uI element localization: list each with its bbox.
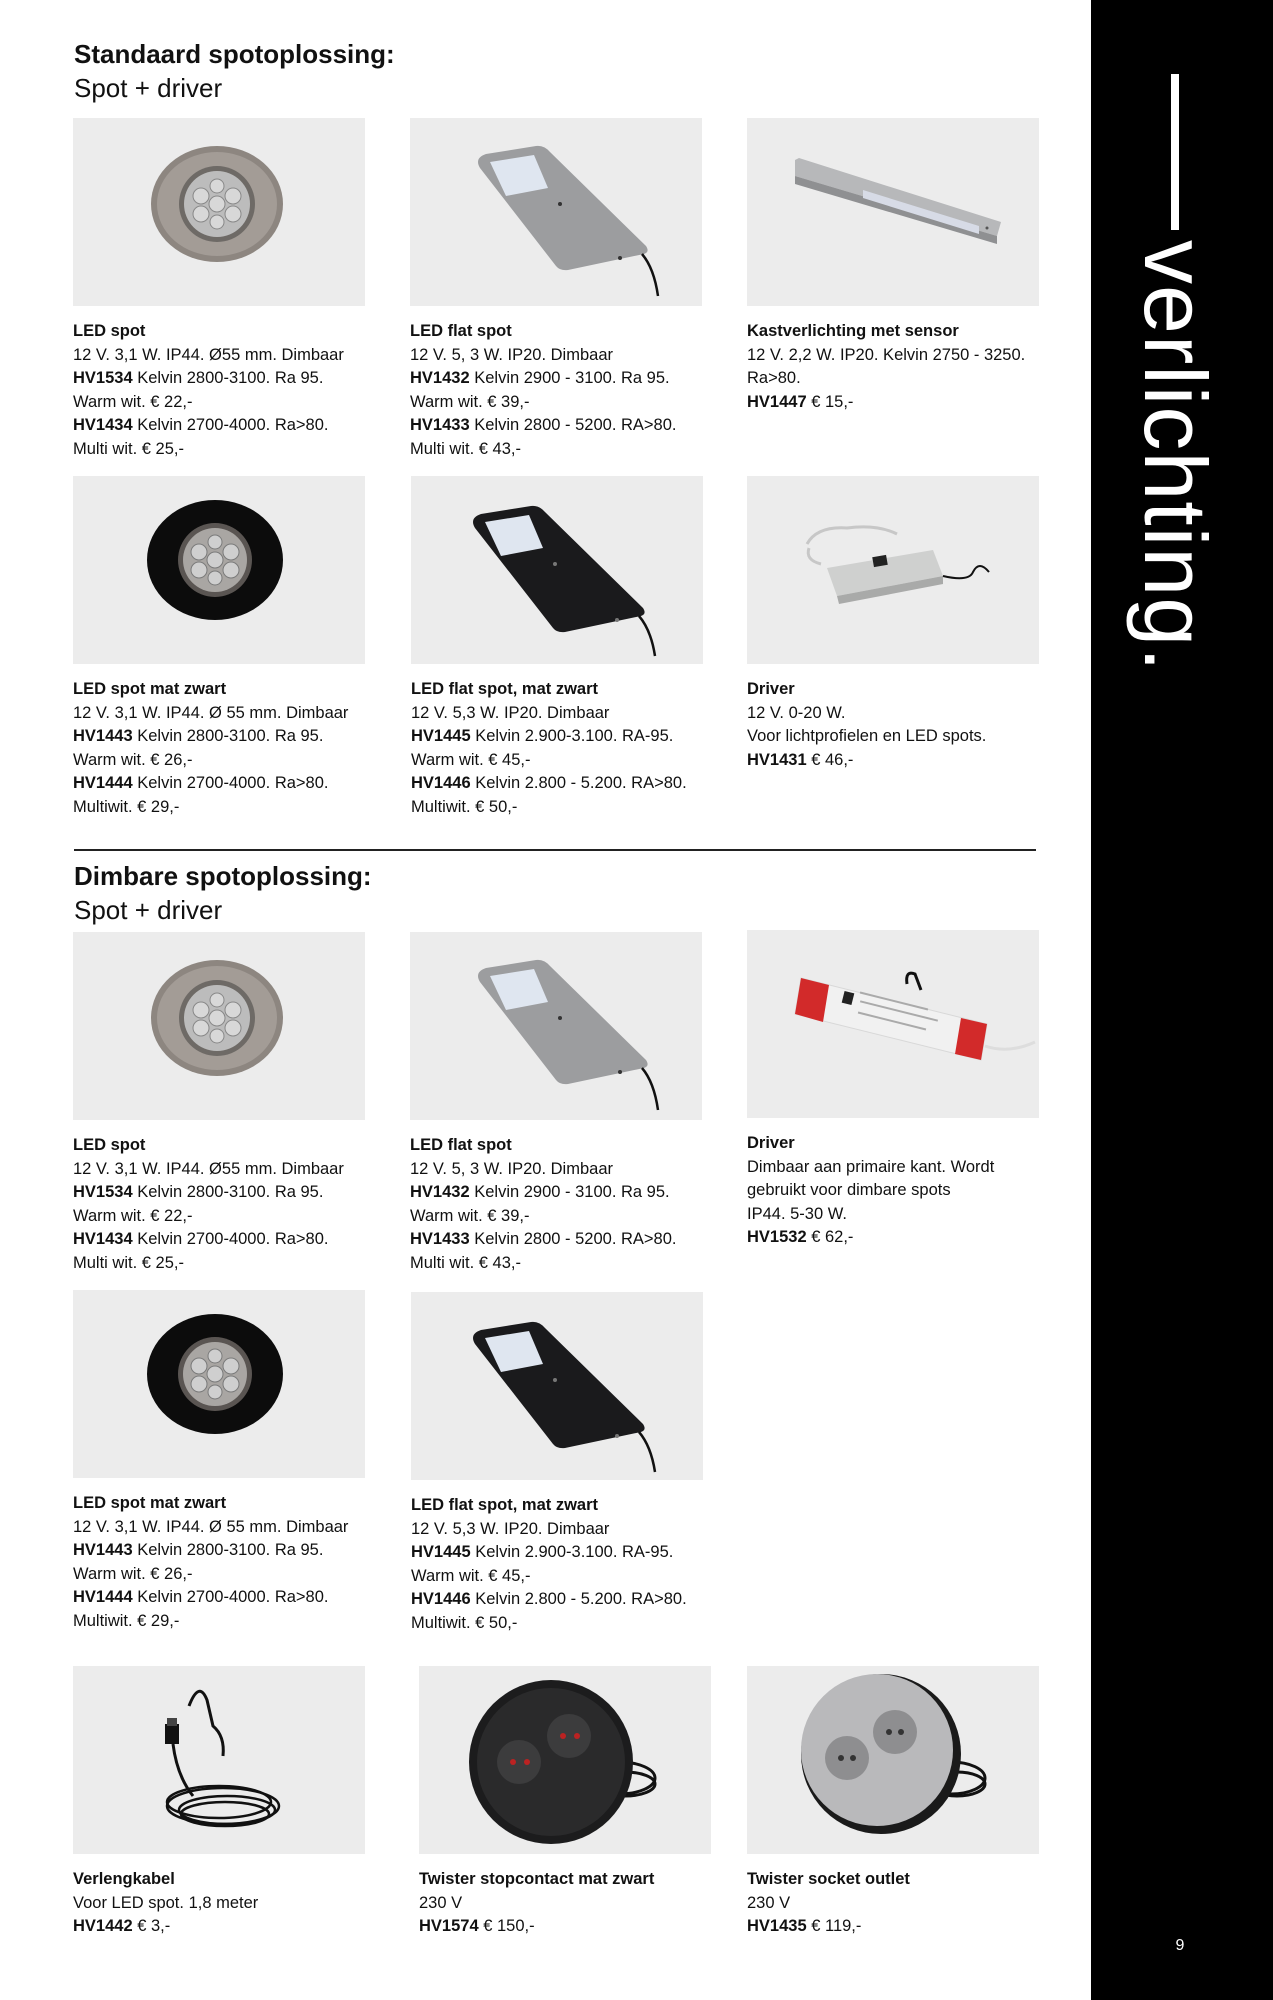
recessed-spot-silver-icon xyxy=(73,118,365,306)
product-spec: 12 V. 0-20 W. xyxy=(747,703,846,722)
product-spec: 12 V. 3,1 W. IP44. Ø55 mm. Dimbaar xyxy=(73,1159,344,1178)
recessed-spot-black-icon xyxy=(73,1290,365,1478)
product-card-led-spot-mat-zwart-dim xyxy=(73,1290,365,1633)
dimmable-driver-icon xyxy=(747,930,1039,1118)
product-code: HV1534 xyxy=(73,369,133,387)
product-name: Twister socket outlet xyxy=(747,1870,910,1888)
product-code: HV1432 xyxy=(410,1183,470,1201)
product-spec: Ra>80. xyxy=(747,369,801,387)
product-name: Twister stopcontact mat zwart xyxy=(419,1870,655,1888)
product-code: HV1574 xyxy=(419,1917,479,1935)
product-price: € 46,- xyxy=(806,750,854,769)
product-price: Multi wit. € 25,- xyxy=(73,439,184,458)
product-spec: Voor lichtprofielen en LED spots. xyxy=(747,727,987,745)
sidebar-title: verlichting. xyxy=(1126,240,1225,673)
recessed-spot-black-icon xyxy=(73,476,365,664)
product-photo-led-flat-spot-mat-zwart xyxy=(411,1292,703,1480)
product-desc-led-spot xyxy=(73,320,365,461)
section-title-main: Dimbare spotoplossing: xyxy=(74,861,372,891)
section-divider xyxy=(74,849,1036,851)
recessed-spot-silver-icon xyxy=(73,932,365,1120)
product-price: Multiwit. € 50,- xyxy=(411,797,518,816)
product-spec: Kelvin 2700-4000. Ra>80. xyxy=(132,1230,329,1248)
product-spec: 12 V. 3,1 W. IP44. Ø55 mm. Dimbaar xyxy=(73,345,344,364)
product-spec: Kelvin 2800 - 5200. RA>80. xyxy=(469,416,677,434)
product-code: HV1434 xyxy=(73,1230,133,1248)
product-desc-kastverlichting xyxy=(747,320,1039,414)
product-spec: Kelvin 2900 - 3100. Ra 95. xyxy=(469,369,670,387)
product-price: € 119,- xyxy=(806,1917,862,1935)
product-spec: Kelvin 2900 - 3100. Ra 95. xyxy=(469,1183,670,1201)
product-desc-driver-dim xyxy=(747,1132,1039,1250)
product-code: HV1431 xyxy=(747,750,807,769)
flat-spot-silver-icon xyxy=(410,118,702,306)
product-price: Multiwit. € 29,- xyxy=(73,797,180,816)
section-title-dimbaar xyxy=(74,859,372,927)
product-spec: 12 V. 5, 3 W. IP20. Dimbaar xyxy=(410,1159,613,1178)
product-name: LED spot mat zwart xyxy=(73,1494,227,1512)
product-name: LED spot mat zwart xyxy=(73,680,227,698)
product-card-twister-outlet xyxy=(747,1666,1039,1939)
product-price: € 150,- xyxy=(478,1917,535,1935)
product-name: Driver xyxy=(747,680,795,698)
product-card-twister-zwart xyxy=(419,1666,711,1939)
product-desc-twister-zwart xyxy=(419,1868,711,1939)
product-code: HV1444 xyxy=(73,1588,133,1606)
product-photo-led-spot-mat-zwart xyxy=(73,476,365,664)
product-desc-driver xyxy=(747,678,1039,772)
product-spec: Kelvin 2800-3100. Ra 95. xyxy=(132,1541,324,1559)
product-spec: Dimbaar aan primaire kant. Wordt xyxy=(747,1157,995,1176)
product-name: LED flat spot xyxy=(410,1136,512,1154)
product-photo-driver xyxy=(747,476,1039,664)
product-code: HV1433 xyxy=(410,416,470,434)
product-code: HV1447 xyxy=(747,392,807,411)
product-code: HV1446 xyxy=(411,1590,471,1608)
product-card-led-spot-mat-zwart xyxy=(73,476,365,819)
product-name: Kastverlichting met sensor xyxy=(747,322,959,340)
product-spec: Kelvin 2800 - 5200. RA>80. xyxy=(469,1230,677,1248)
product-spec: 12 V. 5,3 W. IP20. Dimbaar xyxy=(411,703,610,722)
product-code: HV1432 xyxy=(410,369,470,387)
product-price: Warm wit. € 45,- xyxy=(411,1566,531,1585)
product-card-led-flat-spot-mat-zwart xyxy=(411,476,703,819)
sidebar-accent-line xyxy=(1171,74,1179,230)
product-spec: Kelvin 2700-4000. Ra>80. xyxy=(132,416,329,434)
product-price: Warm wit. € 26,- xyxy=(73,750,193,769)
product-name: LED flat spot xyxy=(410,322,512,340)
product-code: HV1443 xyxy=(73,727,133,745)
product-name: Driver xyxy=(747,1134,795,1152)
product-price: Warm wit. € 26,- xyxy=(73,1564,193,1583)
product-photo-led-spot-mat-zwart xyxy=(73,1290,365,1478)
product-price: Multi wit. € 43,- xyxy=(410,1253,521,1272)
product-spec: 230 V xyxy=(747,1893,791,1912)
product-photo-led-spot xyxy=(73,932,365,1120)
section-title-main: Standaard spotoplossing: xyxy=(74,39,395,69)
extension-cable-icon xyxy=(73,1666,365,1854)
product-price: Warm wit. € 45,- xyxy=(411,750,531,769)
product-price: Warm wit. € 22,- xyxy=(73,1206,193,1225)
flat-spot-black-icon xyxy=(411,1292,703,1480)
product-spec: Kelvin 2700-4000. Ra>80. xyxy=(132,1588,329,1606)
product-spec: 12 V. 2,2 W. IP20. Kelvin 2750 - 3250. xyxy=(747,345,1026,364)
product-photo-kastverlichting xyxy=(747,118,1039,306)
product-card-led-spot xyxy=(73,118,365,461)
product-spec: Voor LED spot. 1,8 meter xyxy=(73,1893,259,1912)
product-spec: IP44. 5-30 W. xyxy=(747,1204,847,1223)
product-code: HV1433 xyxy=(410,1230,470,1248)
page-number: 9 xyxy=(1175,1937,1185,1954)
product-price: Warm wit. € 22,- xyxy=(73,392,193,411)
product-card-kastverlichting xyxy=(747,118,1039,414)
twister-socket-silver-icon xyxy=(747,1666,1039,1854)
section-title-sub: Spot + driver xyxy=(74,73,223,103)
product-card-driver-dim xyxy=(747,930,1039,1250)
product-code: HV1446 xyxy=(411,774,471,792)
product-desc-led-spot-mat-zwart xyxy=(73,1492,365,1633)
product-code: HV1445 xyxy=(411,727,471,745)
product-photo-twister-outlet xyxy=(747,1666,1039,1854)
product-price: Multi wit. € 43,- xyxy=(410,439,521,458)
flat-spot-silver-icon xyxy=(410,932,702,1120)
product-price: Warm wit. € 39,- xyxy=(410,392,530,411)
product-name: Verlengkabel xyxy=(73,1870,175,1888)
section-title-sub: Spot + driver xyxy=(74,895,223,925)
product-name: LED flat spot, mat zwart xyxy=(411,1496,599,1514)
product-desc-verlengkabel xyxy=(73,1868,365,1939)
product-desc-led-flat-spot xyxy=(410,1134,702,1275)
product-spec: 12 V. 5, 3 W. IP20. Dimbaar xyxy=(410,345,613,364)
driver-box-icon xyxy=(747,476,1039,664)
product-price: € 62,- xyxy=(806,1228,854,1246)
product-spec: Kelvin 2700-4000. Ra>80. xyxy=(132,774,329,792)
product-name: LED spot xyxy=(73,1136,146,1154)
product-code: HV1444 xyxy=(73,774,133,792)
product-desc-led-flat-spot-mat-zwart xyxy=(411,1494,703,1635)
product-spec: gebruikt voor dimbare spots xyxy=(747,1181,951,1199)
product-price: € 3,- xyxy=(132,1917,171,1935)
product-photo-led-spot xyxy=(73,118,365,306)
product-photo-twister-zwart xyxy=(419,1666,711,1854)
flat-spot-black-icon xyxy=(411,476,703,664)
product-spec: 12 V. 5,3 W. IP20. Dimbaar xyxy=(411,1519,610,1538)
product-price: € 15,- xyxy=(806,392,854,411)
product-photo-driver-dim xyxy=(747,930,1039,1118)
product-price: Multiwit. € 29,- xyxy=(73,1611,180,1630)
product-code: HV1445 xyxy=(411,1543,471,1561)
product-photo-verlengkabel xyxy=(73,1666,365,1854)
product-code: HV1442 xyxy=(73,1917,133,1935)
product-desc-led-flat-spot xyxy=(410,320,702,461)
product-card-driver xyxy=(747,476,1039,772)
product-price: Multiwit. € 50,- xyxy=(411,1613,518,1632)
product-desc-led-spot xyxy=(73,1134,365,1275)
product-spec: Kelvin 2800-3100. Ra 95. xyxy=(132,1183,324,1201)
product-price: Multi wit. € 25,- xyxy=(73,1253,184,1272)
product-code: HV1443 xyxy=(73,1541,133,1559)
product-desc-led-spot-mat-zwart xyxy=(73,678,365,819)
product-spec: 12 V. 3,1 W. IP44. Ø 55 mm. Dimbaar xyxy=(73,1517,349,1536)
product-card-led-flat-spot-mat-zwart-dim xyxy=(411,1292,703,1635)
product-card-led-spot-dim xyxy=(73,932,365,1275)
product-photo-led-flat-spot xyxy=(410,118,702,306)
product-price: Warm wit. € 39,- xyxy=(410,1206,530,1225)
product-spec: Kelvin 2.800 - 5.200. RA>80. xyxy=(470,1590,687,1608)
product-card-verlengkabel xyxy=(73,1666,365,1939)
product-spec: Kelvin 2.900-3.100. RA-95. xyxy=(470,1543,674,1561)
product-card-led-flat-spot-dim xyxy=(410,932,702,1275)
product-spec: Kelvin 2800-3100. Ra 95. xyxy=(132,369,324,387)
product-name: LED flat spot, mat zwart xyxy=(411,680,599,698)
product-code: HV1435 xyxy=(747,1917,807,1935)
product-spec: 230 V xyxy=(419,1893,463,1912)
product-code: HV1434 xyxy=(73,416,133,434)
product-desc-led-flat-spot-mat-zwart xyxy=(411,678,703,819)
product-desc-twister-outlet xyxy=(747,1868,1039,1939)
product-photo-led-flat-spot-mat-zwart xyxy=(411,476,703,664)
product-code: HV1532 xyxy=(747,1228,807,1246)
product-code: HV1534 xyxy=(73,1183,133,1201)
product-card-led-flat-spot xyxy=(410,118,702,461)
cabinet-light-bar-icon xyxy=(747,118,1039,306)
product-photo-led-flat-spot xyxy=(410,932,702,1120)
section-title-standard xyxy=(74,37,395,105)
product-spec: Kelvin 2.900-3.100. RA-95. xyxy=(470,727,674,745)
product-spec: Kelvin 2.800 - 5.200. RA>80. xyxy=(470,774,687,792)
product-spec: 12 V. 3,1 W. IP44. Ø 55 mm. Dimbaar xyxy=(73,703,349,722)
product-name: LED spot xyxy=(73,322,146,340)
product-spec: Kelvin 2800-3100. Ra 95. xyxy=(132,727,324,745)
twister-socket-black-icon xyxy=(419,1666,711,1854)
